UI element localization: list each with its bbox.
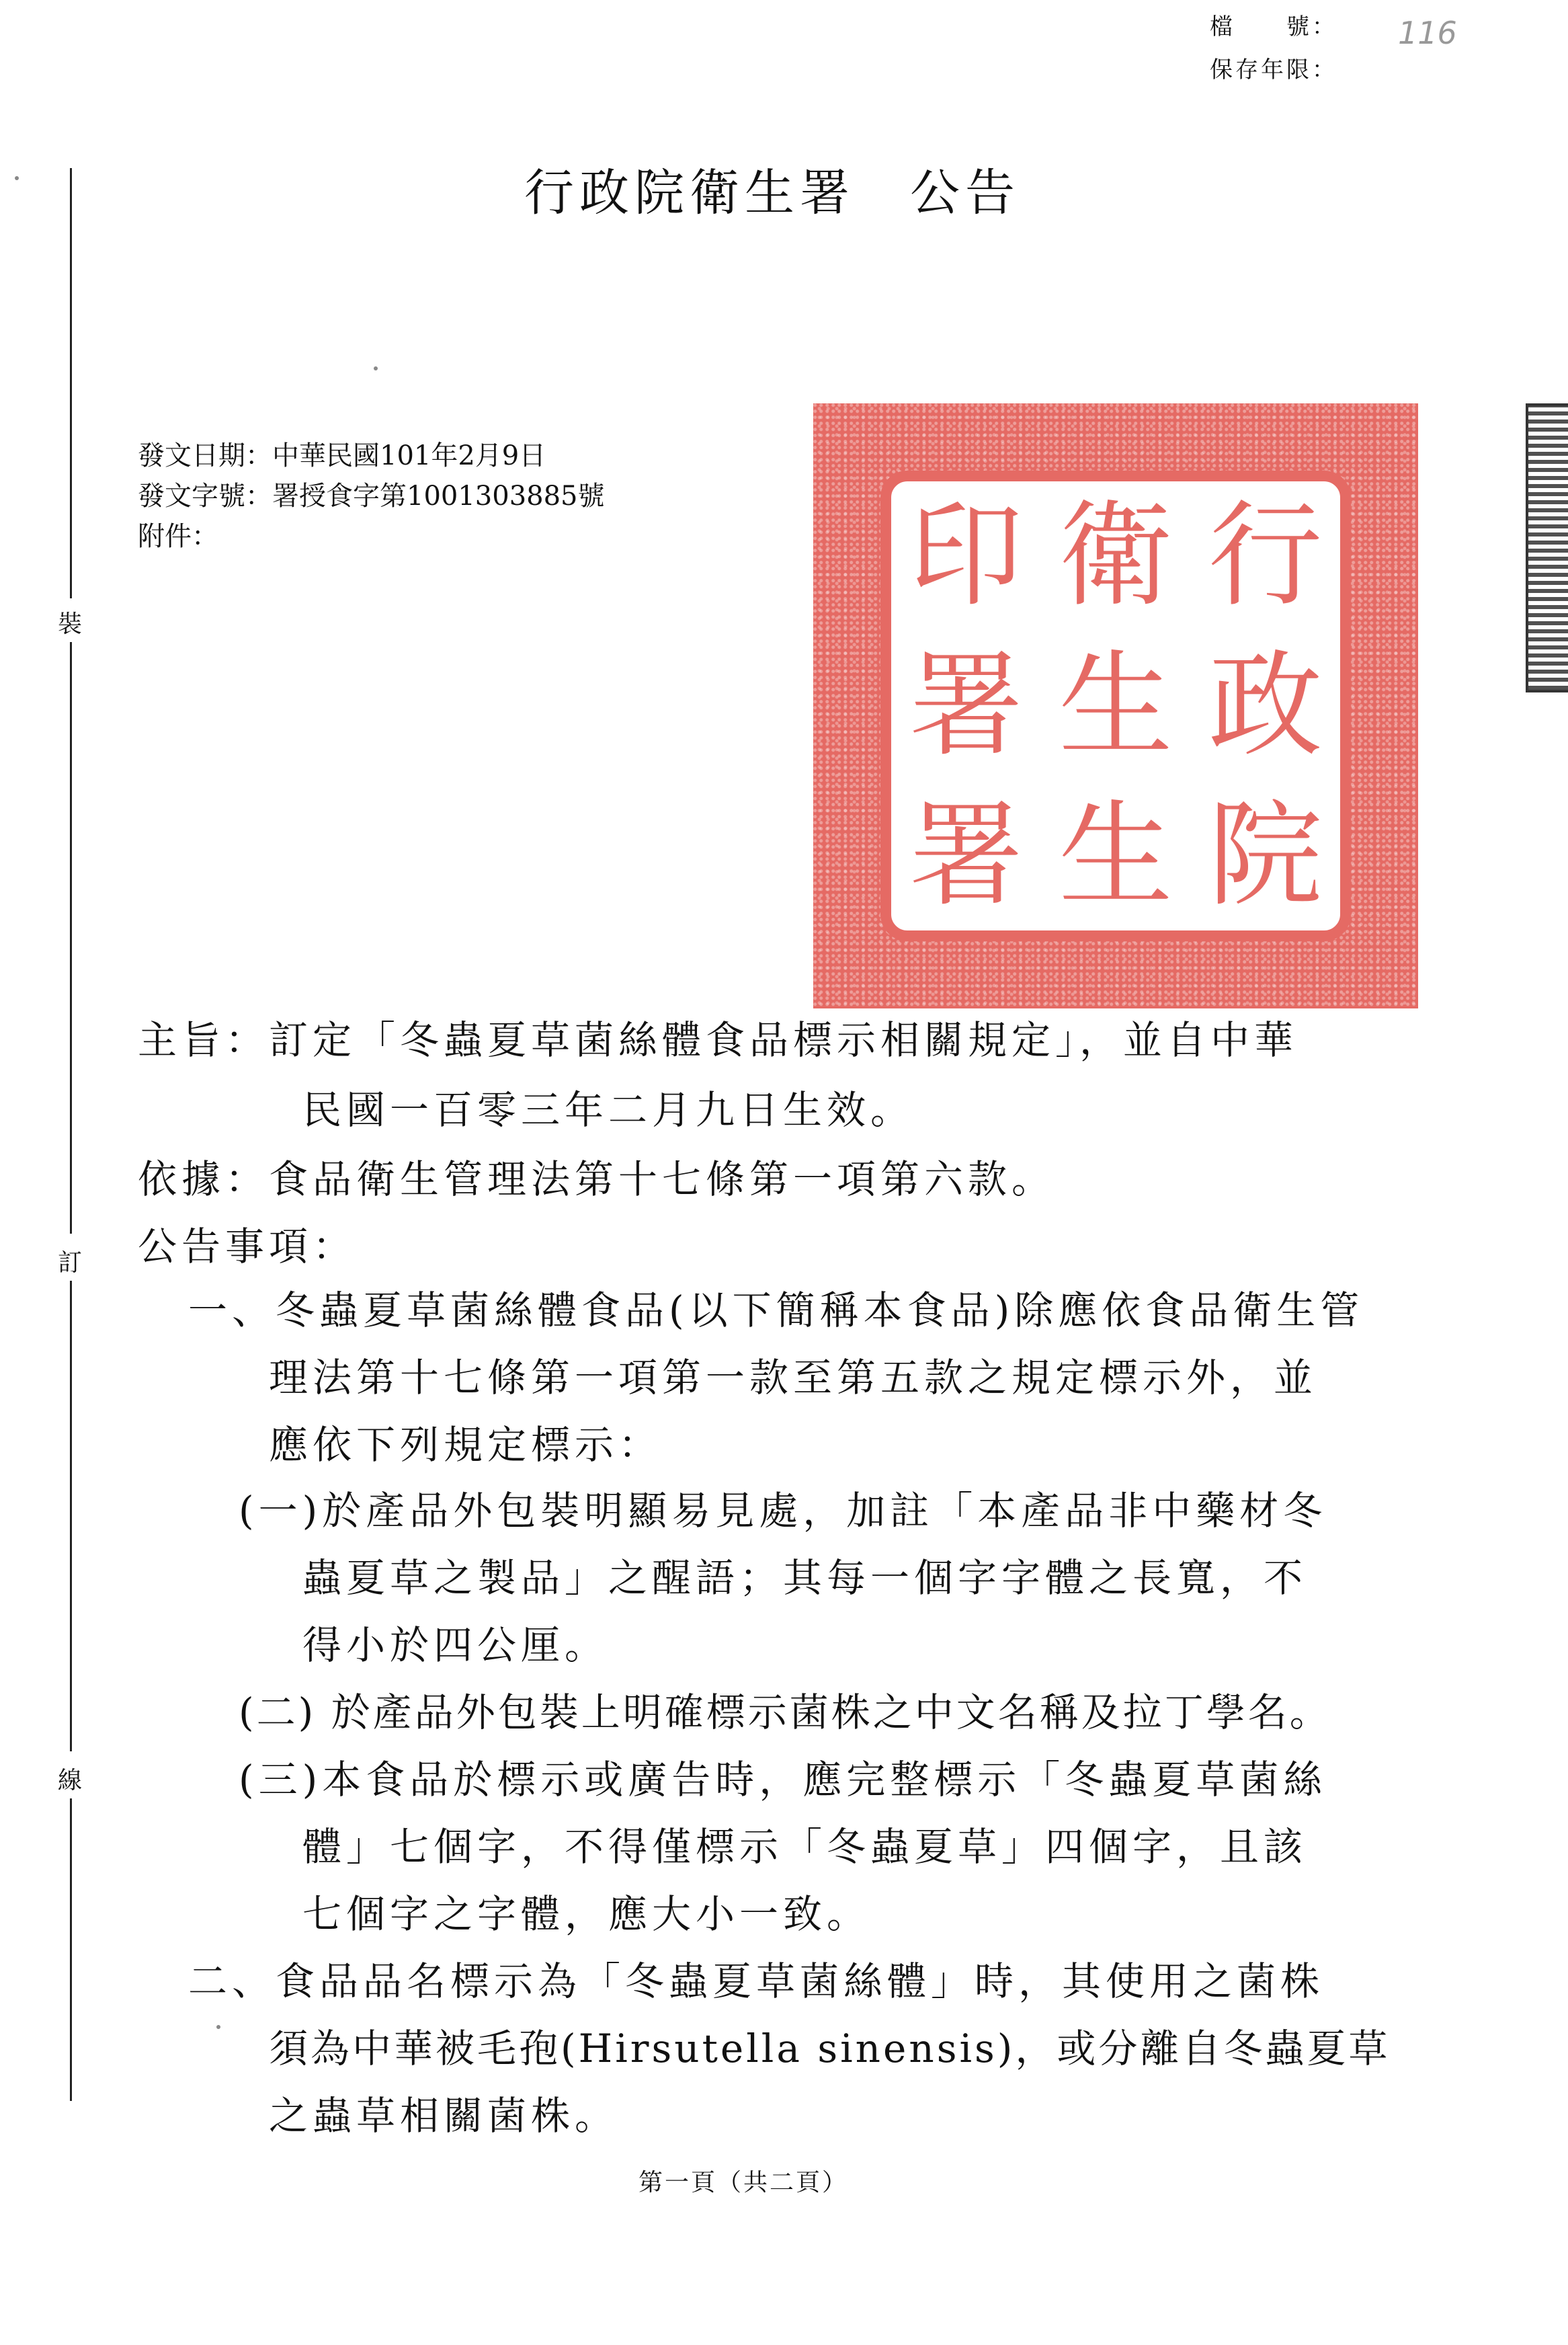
seal-char: 院	[1208, 789, 1323, 922]
binding-mark-zhuang: 裝	[58, 610, 83, 638]
binding-mark-ding: 訂	[58, 1249, 83, 1277]
sub-item-1-line-2: 蟲夏草之製品」之醒語；其每一個字字體之長寬，不	[302, 1555, 1308, 1601]
item-1-line-3: 應依下列規定標示：	[269, 1422, 663, 1468]
side-stamp	[1526, 403, 1568, 692]
seal-char: 生	[1058, 639, 1173, 772]
subject-line-2: 民國一百零三年二月九日生效。	[302, 1087, 915, 1133]
announcement-heading: 公告事項：	[138, 1224, 357, 1269]
issue-number: 發文字號：署授食字第1001303885號	[138, 481, 605, 512]
issue-info	[138, 436, 605, 557]
sub-item-2-line-1: (二) 於產品外包裝上明確標示菌株之中文名稱及拉丁學名。	[239, 1690, 1331, 1735]
sub-item-3-line-1: (三)本食品於標示或廣告時，應完整標示「冬蟲夏草菌絲	[239, 1757, 1327, 1802]
scan-speck	[15, 176, 19, 180]
sub-item-3-line-3: 七個字之字體，應大小一致。	[302, 1891, 871, 1937]
scan-speck	[216, 2025, 220, 2029]
item-1-line-1: 一、冬蟲夏草菌絲體食品(以下簡稱本食品)除應依食品衛生管	[188, 1287, 1364, 1333]
retention-period-label: 保存年限：	[1210, 56, 1337, 83]
seal-char: 衛	[1058, 489, 1173, 623]
seal-char: 署	[909, 789, 1024, 922]
sub-item-1-line-3: 得小於四公厘。	[302, 1622, 609, 1668]
page-title: 行政院衛生署 公告	[524, 164, 1020, 222]
basis-line: 依據：食品衛生管理法第十七條第一項第六款。	[138, 1156, 1056, 1202]
item-2-line-1: 二、食品品名標示為「冬蟲夏草菌絲體」時，其使用之菌株	[188, 1958, 1325, 2004]
scan-speck	[374, 366, 378, 370]
binding-mark-xian: 線	[58, 1767, 83, 1794]
attachment: 附件：	[138, 521, 218, 552]
page-number: 第一頁（共二頁）	[638, 2169, 849, 2196]
seal-char: 署	[909, 639, 1024, 772]
item-1-line-2: 理法第十七條第一項第一款至第五款之規定標示外，並	[269, 1355, 1318, 1400]
seal-inner-frame	[880, 471, 1351, 941]
seal-char: 生	[1058, 789, 1173, 922]
sub-item-1-line-1: (一)於產品外包裝明顯易見處，加註「本產品非中藥材冬	[239, 1488, 1327, 1534]
official-seal	[813, 403, 1418, 1008]
item-2-line-3: 之蟲草相關菌株。	[269, 2093, 619, 2139]
binding-line	[58, 168, 83, 2118]
handwritten-file-number: 116	[1398, 15, 1457, 51]
seal-char: 行	[1208, 489, 1323, 623]
seal-char: 政	[1208, 639, 1323, 772]
subject-line-1: 主旨：訂定「冬蟲夏草菌絲體食品標示相關規定」，並自中華	[138, 1017, 1298, 1063]
seal-char: 印	[909, 489, 1024, 623]
item-2-line-2: 須為中華被毛孢(Hirsutella sinensis)，或分離自冬蟲夏草	[269, 2026, 1391, 2071]
file-number-label: 檔 號：	[1210, 13, 1337, 40]
sub-item-3-line-2: 體」七個字，不得僅標示「冬蟲夏草」四個字，且該	[302, 1824, 1308, 1870]
issue-date: 發文日期：中華民國101年2月9日	[138, 440, 546, 471]
